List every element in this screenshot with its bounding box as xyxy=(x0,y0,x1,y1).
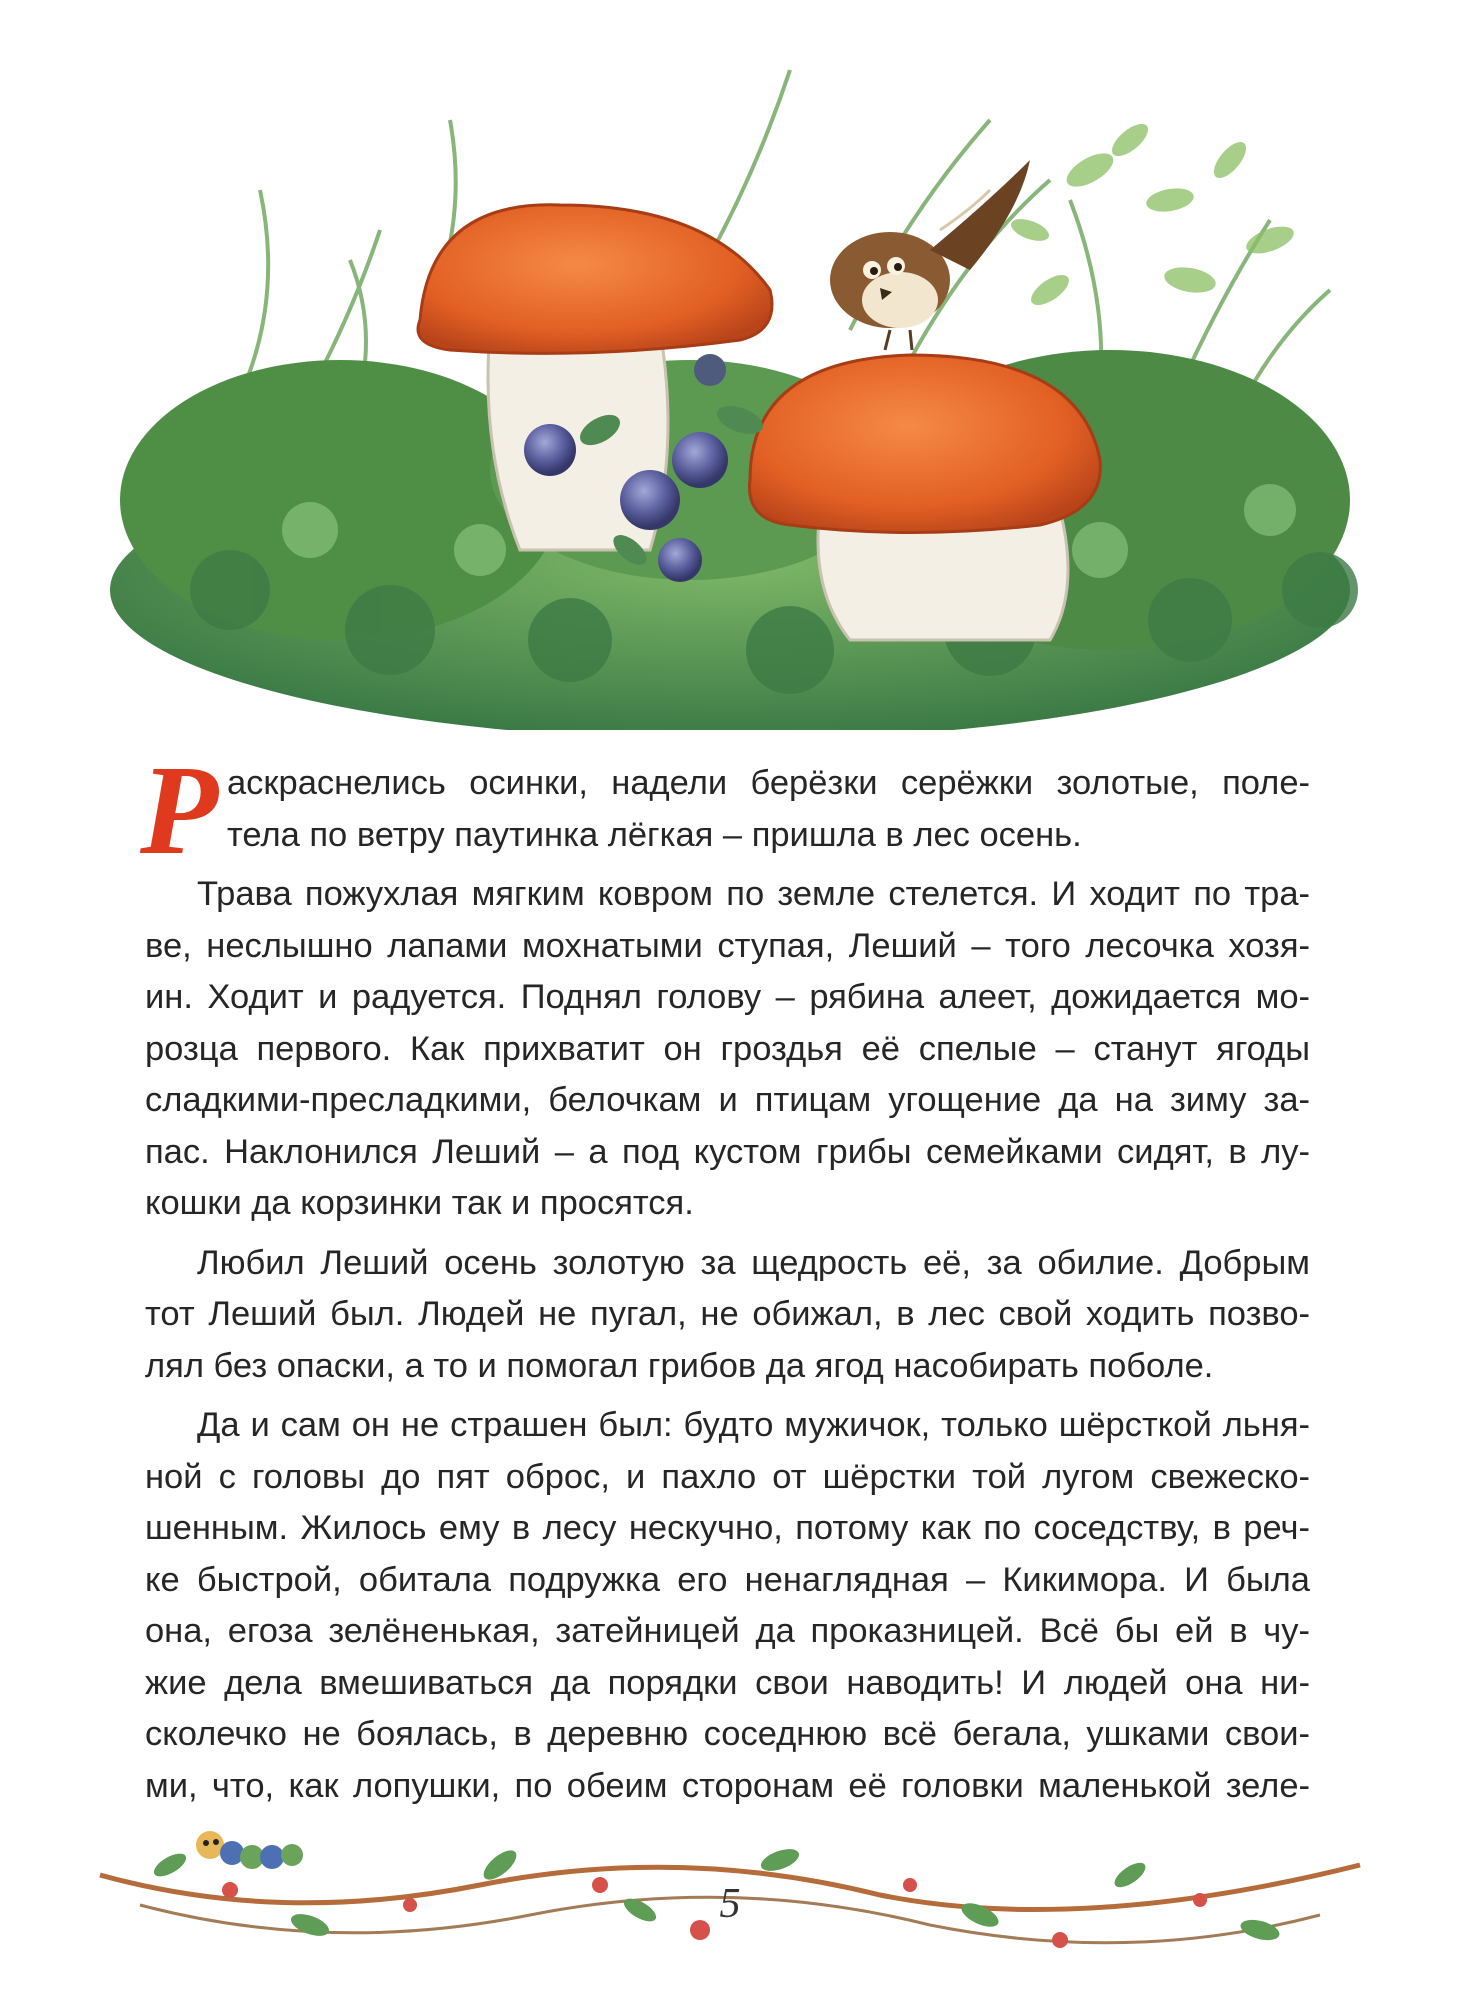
story-text xyxy=(140,739,1310,1812)
text-line: Любил Леший осень золотую за щедрость её, за обилие. Добрым xyxy=(197,1243,1310,1282)
text-line: Да и сам он не страшен был: будто мужичок, только шёрсткой льня- xyxy=(197,1406,1310,1444)
text-line: ке быстрой, обитала подружка его ненаглядная – Кикимора. И была xyxy=(145,1560,1310,1599)
paragraph-4 xyxy=(145,1400,1310,1812)
text-line: пас. Наклонился Леший – а под кустом грибы семейками сидят, в лу- xyxy=(145,1132,1310,1171)
text-line: она, егоза зелёненькая, затейницей да проказницей. Всё бы ей в чу- xyxy=(145,1612,1310,1650)
text-line: ми, что, как лопушки, по обеим сторонам её головки маленькой зеле- xyxy=(145,1766,1310,1805)
text-line: жие дела вмешиваться да порядки свои наводить! И людей она ни- xyxy=(145,1663,1310,1702)
text-line: ин. Ходит и радуется. Поднял голову – рябина алеет, дожидается мо- xyxy=(145,978,1310,1016)
text-line: ве, неслышно лапами мохнатыми ступая, Леший – того лесочка хозя- xyxy=(145,926,1310,965)
dropcap-letter: Р xyxy=(140,739,219,881)
text-line: лял без опаски, а то и помогал грибов да ягод насобирать поболе. xyxy=(145,1346,1214,1385)
text-line: розца первого. Как прихватит он гроздья её спелые – станут ягоды xyxy=(145,1029,1310,1068)
mushrooms-illustration xyxy=(90,30,1380,730)
text-line: тот Леший был. Людей не пугал, не обижал, в лес свой ходить позво- xyxy=(145,1295,1310,1333)
text-line: сладкими-пресладкими, белочкам и птицам угощение да на зиму за- xyxy=(145,1081,1310,1119)
leaf-sprays xyxy=(1008,118,1297,311)
text-line: ной с головы до пят оброс, и пахло от шёрстки той лугом свежеско- xyxy=(145,1457,1310,1496)
paragraph-1 xyxy=(140,739,1310,881)
text-line: тела по ветру паутинка лёгкая – пришла в лес осень. xyxy=(227,815,1082,854)
text-line: аскраснелись осинки, надели берёзки серёжки золотые, поле- xyxy=(227,764,1310,802)
sparrow-bird xyxy=(830,160,1030,350)
text-line: шенным. Жилось ему в лесу нескучно, потому как по соседству, в реч- xyxy=(145,1509,1310,1547)
text-line: Трава пожухлая мягким ковром по земле стелется. И ходит по тра- xyxy=(197,875,1310,913)
caterpillar-icon xyxy=(196,1831,303,1869)
text-line: сколечко не боялась, в деревню соседнюю всё бегала, ушками свои- xyxy=(145,1715,1310,1753)
paragraph-2 xyxy=(145,869,1310,1230)
page-number: 5 xyxy=(719,1881,741,1927)
text-line: кошки да корзинки так и просятся. xyxy=(145,1184,694,1222)
paragraph-3 xyxy=(145,1238,1310,1393)
